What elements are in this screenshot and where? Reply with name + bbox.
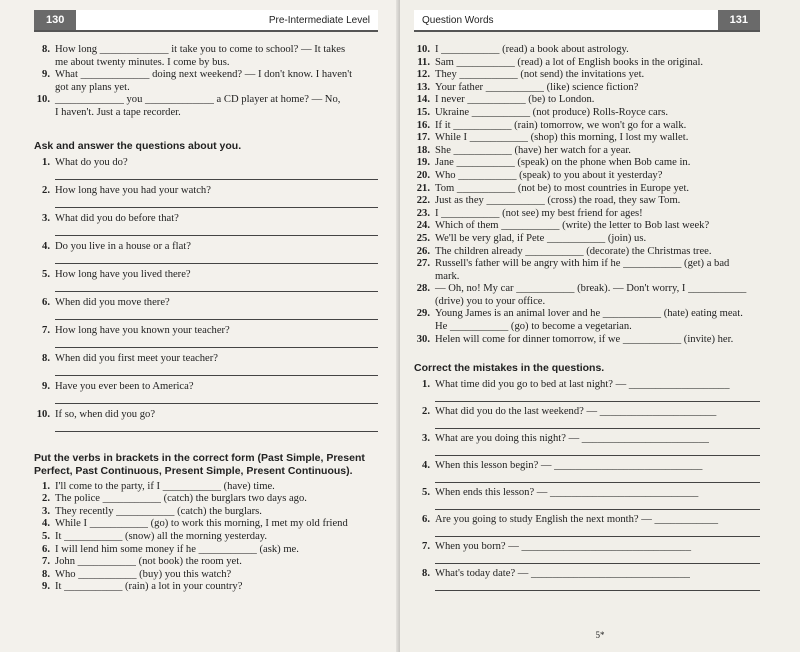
mistake-item <box>414 567 760 591</box>
item-text: Just as they ___________ (cross) the road, they saw Tom. <box>435 195 681 207</box>
question-row <box>34 408 378 421</box>
answer-line[interactable] <box>435 401 760 402</box>
item-number: 3. <box>42 212 50 224</box>
item-text: Which of them ___________ (write) the letter to Bob last week? <box>435 220 710 232</box>
question-row <box>414 486 760 499</box>
item-number: 4. <box>42 518 50 530</box>
answer-line[interactable] <box>55 347 378 348</box>
item-number: 30. <box>416 333 430 345</box>
item-text: While I ___________ (shop) this morning, I lost my wallet. <box>435 132 689 144</box>
running-head: Question Words <box>422 14 494 26</box>
answer-line[interactable] <box>435 482 760 483</box>
item-text: It ___________ (rain) a lot in your country? <box>55 581 243 593</box>
question-row <box>414 567 760 580</box>
item-text: While I ___________ (go) to work this morning, I met my old friend <box>55 518 348 530</box>
item-text: Ukraine ___________ (not produce) Rolls-Royce cars. <box>435 106 669 118</box>
item-text: What _____________ doing next weekend? — I don't know. I haven't <box>55 69 353 81</box>
question-item <box>34 268 378 292</box>
exercise-item <box>414 308 760 321</box>
question-text: What's today date? — ______________________________ <box>435 568 690 580</box>
exercise-item <box>34 82 378 95</box>
question-row <box>34 352 378 365</box>
item-text: Your father ___________ (like) science fiction? <box>435 81 639 93</box>
item-text: Jane ___________ (speak) on the phone when Bob came in. <box>435 157 691 169</box>
exercise-item <box>414 271 760 284</box>
question-item <box>34 156 378 180</box>
item-number: 14. <box>416 94 430 106</box>
verb-exercise-continued <box>414 44 760 346</box>
left-page-header <box>34 10 378 32</box>
exercise-item <box>414 145 760 158</box>
exercise-item <box>414 170 760 183</box>
mistake-item <box>414 405 760 429</box>
item-number: 1. <box>422 379 430 391</box>
question-item <box>34 408 378 432</box>
item-number: 13. <box>416 81 430 93</box>
item-number: 24. <box>416 220 430 232</box>
item-text: _____________ you _____________ a CD player at home? — No, <box>55 94 341 106</box>
exercise-item <box>414 246 760 259</box>
item-text: I haven't. Just a tape recorder. <box>55 106 181 118</box>
answer-line[interactable] <box>435 536 760 537</box>
item-number: 2. <box>42 493 50 505</box>
question-text: What time did you go to bed at last night? — ___________________ <box>435 379 730 391</box>
item-text: me about twenty minutes. I come by bus. <box>55 56 230 68</box>
item-text: The children already ___________ (decorate) the Christmas tree. <box>435 245 712 257</box>
question-text: Have you ever been to America? <box>55 380 194 392</box>
page-number: 130 <box>34 10 76 30</box>
item-text: Who ___________ (buy) you this watch? <box>55 568 232 580</box>
question-row <box>34 268 378 281</box>
item-number: 6. <box>422 514 430 526</box>
item-number: 3. <box>42 505 50 517</box>
question-row <box>34 380 378 393</box>
item-number: 4. <box>42 240 50 252</box>
exercise-item <box>414 220 760 233</box>
question-row <box>34 184 378 197</box>
question-text: If so, when did you go? <box>55 408 156 420</box>
question-item <box>34 324 378 348</box>
answer-line[interactable] <box>55 431 378 432</box>
question-text: When this lesson begin? — ____________________________ <box>435 460 703 472</box>
item-number: 25. <box>416 232 430 244</box>
item-number: 1. <box>42 156 50 168</box>
item-number: 23. <box>416 207 430 219</box>
answer-line[interactable] <box>55 207 378 208</box>
question-item <box>34 352 378 376</box>
item-text: I ___________ (not see) my best friend for ages! <box>435 207 643 219</box>
answer-line[interactable] <box>55 319 378 320</box>
question-text: How long have you had your watch? <box>55 184 211 196</box>
item-text: Young James is an animal lover and he ___________ (hate) eating meat. <box>435 308 743 320</box>
item-text: got any plans yet. <box>55 81 130 93</box>
question-item <box>34 380 378 404</box>
exercise-item <box>414 296 760 309</box>
item-number: 2. <box>42 184 50 196</box>
item-text: I ___________ (read) a book about astrology. <box>435 44 629 55</box>
item-text: I'll come to the party, if I ___________ (have) time. <box>55 480 275 492</box>
exercise-item <box>414 258 760 271</box>
question-row <box>414 540 760 553</box>
mistake-item <box>414 486 760 510</box>
exercise-item <box>34 518 378 531</box>
right-page-header <box>414 10 760 32</box>
question-row <box>34 156 378 169</box>
item-number: 9. <box>42 581 50 593</box>
item-text: The police ___________ (catch) the burglars two days ago. <box>55 493 307 505</box>
item-number: 8. <box>42 44 50 55</box>
item-number: 17. <box>416 132 430 144</box>
item-number: 29. <box>416 308 430 320</box>
question-item <box>34 296 378 320</box>
item-number: 8. <box>42 568 50 580</box>
question-text: Are you going to study English the next month? — ____________ <box>435 514 719 526</box>
answer-line[interactable] <box>55 179 378 180</box>
exercise-item <box>414 321 760 334</box>
exercise-item <box>34 544 378 557</box>
item-number: 6. <box>42 543 50 555</box>
running-head: Pre-Intermediate Level <box>268 14 370 26</box>
exercise-item <box>414 233 760 246</box>
item-text: She ___________ (have) her watch for a year. <box>435 144 631 156</box>
item-number: 3. <box>422 433 430 445</box>
item-number: 10. <box>36 408 50 420</box>
exercise-item <box>414 107 760 120</box>
exercise-item <box>414 69 760 82</box>
exercise-item <box>414 132 760 145</box>
exercise-item <box>34 581 378 594</box>
item-text: John ___________ (not book) the room yet. <box>55 556 242 568</box>
item-number: 2. <box>422 406 430 418</box>
mistake-item <box>414 459 760 483</box>
section-title-mistakes: Correct the mistakes in the questions. <box>414 362 605 375</box>
exercise-item <box>414 157 760 170</box>
item-number: 11. <box>417 56 430 68</box>
mistake-item <box>414 378 760 402</box>
item-number: 19. <box>416 157 430 169</box>
item-text: It ___________ (snow) all the morning yesterday. <box>55 530 268 542</box>
question-text: When did you move there? <box>55 296 170 308</box>
item-text: (drive) you to your office. <box>435 295 546 307</box>
item-number: 16. <box>416 119 430 131</box>
question-row <box>414 432 760 445</box>
exercise-item <box>34 44 378 57</box>
question-item <box>34 184 378 208</box>
item-text: They ___________ (not send) the invitations yet. <box>435 69 645 81</box>
item-number: 7. <box>42 324 50 336</box>
answer-line[interactable] <box>55 375 378 376</box>
verb-exercise-list <box>34 481 378 594</box>
item-number: 5. <box>42 268 50 280</box>
item-number: 28. <box>416 283 430 295</box>
mistakes-list <box>414 378 760 591</box>
answer-line[interactable] <box>55 263 378 264</box>
item-number: 7. <box>42 556 50 568</box>
exercise-item <box>414 334 760 347</box>
exercise-item <box>34 556 378 569</box>
question-row <box>34 324 378 337</box>
question-row <box>414 405 760 418</box>
answer-line[interactable] <box>435 455 760 456</box>
answer-line[interactable] <box>435 428 760 429</box>
question-text: Do you live in a house or a flat? <box>55 240 191 252</box>
item-number: 18. <box>416 144 430 156</box>
answer-line[interactable] <box>55 235 378 236</box>
item-number: 26. <box>416 245 430 257</box>
item-text: — Oh, no! My car ___________ (break). — Don't worry, I ___________ <box>435 283 747 295</box>
item-number: 9. <box>42 69 50 81</box>
item-number: 10. <box>416 44 430 55</box>
question-row <box>414 513 760 526</box>
exercise-item <box>414 57 760 70</box>
item-text: We'll be very glad, if Pete ___________ (join) us. <box>435 232 647 244</box>
question-row <box>414 378 760 391</box>
answer-line[interactable] <box>55 403 378 404</box>
item-text: I never ___________ (be) to London. <box>435 94 595 106</box>
item-number: 20. <box>416 169 430 181</box>
item-number: 9. <box>42 380 50 392</box>
mistake-item <box>414 540 760 564</box>
item-number: 1. <box>42 480 50 492</box>
section-title-verbs: Put the verbs in brackets in the correct form (Past Simple, Present Perfect, Past Continuous, Present Simple, Present Continuous). <box>34 451 365 477</box>
question-text: What did you do before that? <box>55 212 179 224</box>
item-number: 27. <box>416 258 430 270</box>
answer-line[interactable] <box>55 291 378 292</box>
item-text: Tom ___________ (not be) to most countries in Europe yet. <box>435 182 690 194</box>
page-number: 131 <box>718 10 760 30</box>
item-number: 12. <box>416 69 430 81</box>
exercise-item <box>34 94 378 107</box>
mistake-item <box>414 432 760 456</box>
item-number: 5. <box>42 530 50 542</box>
question-text: How long have you lived there? <box>55 268 191 280</box>
question-text: What are you doing this night? — ________________________ <box>435 433 709 445</box>
question-row <box>34 296 378 309</box>
item-text: How long _____________ it take you to come to school? — It takes <box>55 44 346 55</box>
question-item <box>34 240 378 264</box>
item-number: 22. <box>416 195 430 207</box>
item-text: Russell's father will be angry with him if he ___________ (get) a bad <box>435 258 730 270</box>
item-number: 15. <box>416 106 430 118</box>
question-text: When you born? — ________________________________ <box>435 541 691 553</box>
exercise-item <box>34 493 378 506</box>
item-number: 7. <box>422 541 430 553</box>
question-row <box>414 459 760 472</box>
ask-questions-list <box>34 156 378 432</box>
item-number: 21. <box>416 182 430 194</box>
exercise-item <box>34 481 378 494</box>
exercise-item <box>414 44 760 57</box>
question-text: What do you do? <box>55 156 128 168</box>
answer-line[interactable] <box>435 590 760 591</box>
item-number: 8. <box>422 568 430 580</box>
exercise-item <box>414 94 760 107</box>
item-text: He ___________ (go) to become a vegetarian. <box>435 321 632 333</box>
item-number: 8. <box>42 352 50 364</box>
item-number: 6. <box>42 296 50 308</box>
right-page <box>400 0 800 652</box>
top-exercise-items <box>34 44 378 120</box>
item-number: 5. <box>422 487 430 499</box>
exercise-item <box>34 57 378 70</box>
answer-line[interactable] <box>435 563 760 564</box>
item-text: Who ___________ (speak) to you about it yesterday? <box>435 169 663 181</box>
exercise-item <box>34 506 378 519</box>
item-text: Sam ___________ (read) a lot of English books in the original. <box>435 56 704 68</box>
exercise-item <box>34 69 378 82</box>
mistake-item <box>414 513 760 537</box>
exercise-item <box>34 107 378 120</box>
exercise-item <box>414 183 760 196</box>
question-text: How long have you known your teacher? <box>55 324 230 336</box>
item-text: I will lend him some money if he ___________ (ask) me. <box>55 543 299 555</box>
exercise-item <box>414 208 760 221</box>
exercise-item <box>414 120 760 133</box>
item-number: 10. <box>36 94 50 106</box>
folio-mark: 5* <box>595 630 605 640</box>
section-title-ask: Ask and answer the questions about you. <box>34 139 242 152</box>
question-text: When ends this lesson? — ____________________________ <box>435 487 699 499</box>
item-text: If it ___________ (rain) tomorrow, we won't go for a walk. <box>435 119 687 131</box>
exercise-item <box>414 82 760 95</box>
exercise-item <box>34 531 378 544</box>
item-text: They recently ___________ (catch) the burglars. <box>55 505 262 517</box>
item-number: 4. <box>422 460 430 472</box>
item-text: Helen will come for dinner tomorrow, if we ___________ (invite) her. <box>435 333 734 345</box>
exercise-item <box>414 283 760 296</box>
item-text: mark. <box>435 270 460 282</box>
question-text: What did you do the last weekend? — ______________________ <box>435 406 717 418</box>
answer-line[interactable] <box>435 509 760 510</box>
question-text: When did you first meet your teacher? <box>55 352 218 364</box>
question-row <box>34 212 378 225</box>
exercise-item <box>34 569 378 582</box>
exercise-item <box>414 195 760 208</box>
question-item <box>34 212 378 236</box>
question-row <box>34 240 378 253</box>
